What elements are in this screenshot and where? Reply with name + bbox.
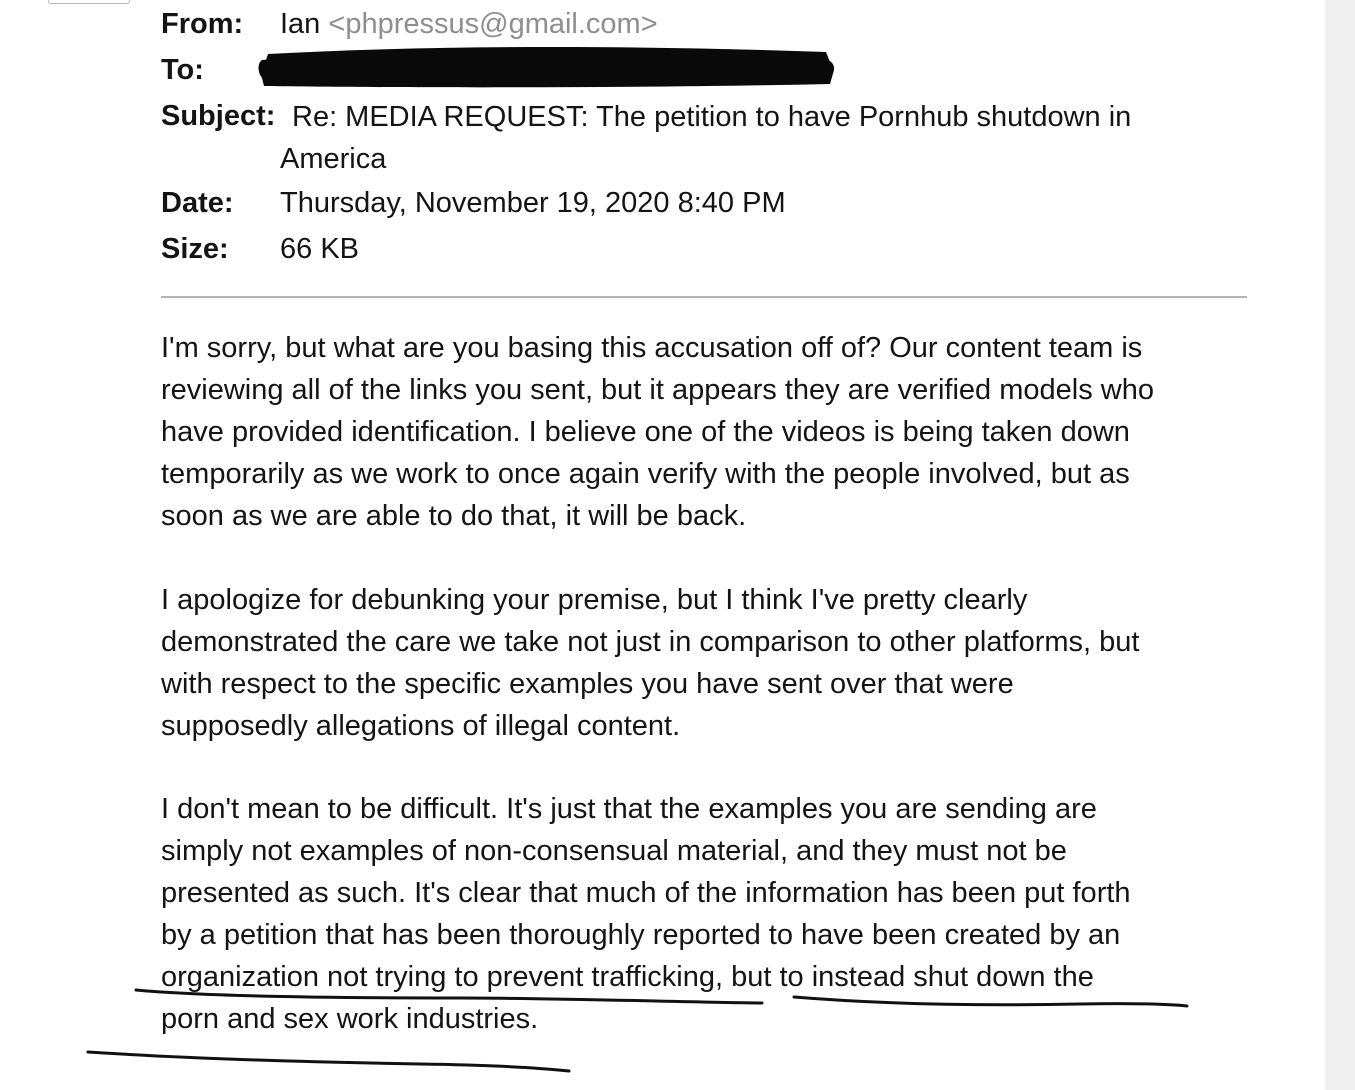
body-line: I'm sorry, but what are you basing this accusation off of? Our content team is: [161, 332, 1143, 364]
date-label: Date:: [161, 187, 234, 219]
toolbar-button-edge[interactable]: [48, 0, 130, 4]
subject-value-line1: Re: MEDIA REQUEST: The petition to have Pornhub shutdown in: [292, 101, 1132, 133]
to-label: To:: [161, 54, 204, 86]
body-line: supposedly allegations of illegal content.: [161, 710, 681, 742]
from-email[interactable]: <phpressus@gmail.com>: [328, 8, 658, 40]
from-name: Ian: [280, 8, 321, 40]
date-value: Thursday, November 19, 2020 8:40 PM: [280, 187, 786, 219]
underline-stroke: [88, 1052, 569, 1071]
subject-label: Subject:: [161, 100, 276, 132]
size-value: 66 KB: [280, 233, 359, 265]
body-line: by a petition that has been thoroughly reported to have been created by an: [161, 919, 1121, 951]
redaction-mark: [256, 44, 846, 92]
from-label: From:: [161, 8, 244, 40]
body-line: demonstrated the care we take not just in comparison to other platforms, but: [161, 626, 1140, 658]
subject-value-line2: America: [280, 143, 387, 175]
body-line: presented as such. It's clear that much of the information has been put forth: [161, 877, 1131, 909]
underline-stroke: [794, 997, 1187, 1006]
size-label: Size:: [161, 233, 229, 265]
body-line: I apologize for debunking your premise, but I think I've pretty clearly: [161, 584, 1028, 616]
body-line: have provided identification. I believe one of the videos is being taken down: [161, 416, 1130, 448]
body-line: organization not trying to prevent trafficking, but to instead shut down the: [161, 961, 1094, 993]
body-line: reviewing all of the links you sent, but it appears they are verified models who: [161, 374, 1154, 406]
body-line: with respect to the specific examples you have sent over that were: [161, 668, 1014, 700]
from-value[interactable]: [280, 6, 658, 42]
body-line: temporarily as we work to once again verify with the people involved, but as: [161, 458, 1130, 490]
header-divider: [161, 296, 1247, 298]
body-line: I don't mean to be difficult. It's just that the examples you are sending are: [161, 793, 1097, 825]
body-line: porn and sex work industries.: [161, 1003, 539, 1035]
body-line: soon as we are able to do that, it will be back.: [161, 500, 747, 532]
body-line: simply not examples of non-consensual material, and they must not be: [161, 835, 1067, 867]
